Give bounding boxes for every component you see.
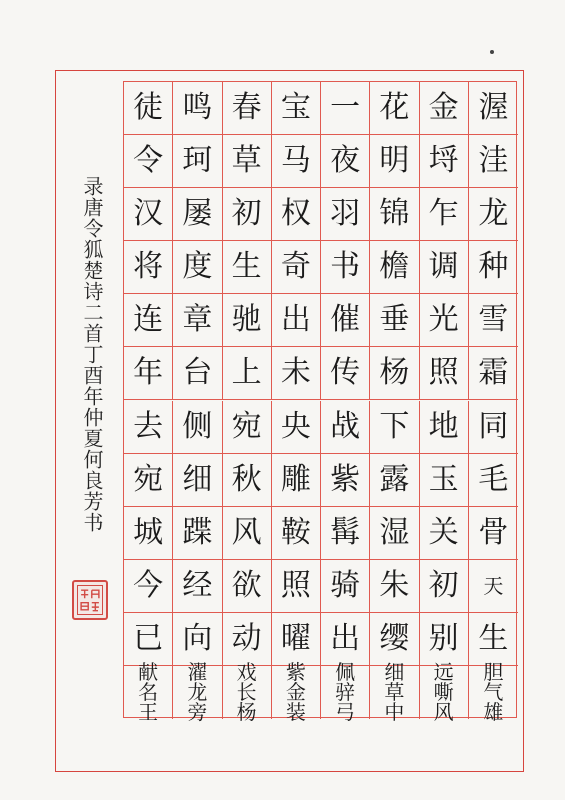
calligraphy-character: 王 xyxy=(138,700,159,725)
grid-cell xyxy=(370,454,419,507)
grid-cell xyxy=(272,560,321,613)
grid-cell xyxy=(124,507,173,560)
paper-speck xyxy=(490,50,494,54)
calligraphy-character: 露 xyxy=(379,461,410,497)
calligraphy-character: 紫 xyxy=(330,461,361,497)
calligraphy-character: 屡 xyxy=(182,196,213,232)
grid-cell xyxy=(223,401,272,454)
grid-cell xyxy=(420,560,469,613)
grid-cell xyxy=(321,188,370,241)
grid-cell xyxy=(469,188,518,241)
calligraphy-character: 献 xyxy=(138,660,159,685)
grid-cell xyxy=(370,188,419,241)
grid-cell xyxy=(469,135,518,188)
calligraphy-character: 戏 xyxy=(236,660,257,685)
grid-cell xyxy=(272,82,321,135)
calligraphy-character: 初 xyxy=(428,567,459,603)
calligraphy-character: 宛 xyxy=(231,408,262,444)
grid-cell xyxy=(469,294,518,347)
grid-cell xyxy=(272,135,321,188)
seal-glyph-strokes xyxy=(74,582,106,618)
grid-cell xyxy=(124,135,173,188)
grid-cell xyxy=(124,188,173,241)
calligraphy-character: 令 xyxy=(133,143,164,179)
calligraphy-character: 地 xyxy=(428,408,459,444)
calligraphy-character: 宛 xyxy=(133,461,164,497)
calligraphy-character: 章 xyxy=(182,302,213,338)
calligraphy-character: 湿 xyxy=(379,514,410,550)
calligraphy-character: 羽 xyxy=(330,196,361,232)
grid-cell xyxy=(272,241,321,294)
grid-cell xyxy=(321,82,370,135)
grid-cell xyxy=(321,401,370,454)
grid-cell xyxy=(124,454,173,507)
grid-cell xyxy=(370,507,419,560)
grid-cell xyxy=(124,560,173,613)
calligraphy-character: 秋 xyxy=(231,461,262,497)
calligraphy-character: 气 xyxy=(483,680,504,705)
calligraphy-character: 向 xyxy=(182,620,213,656)
calligraphy-character: 汉 xyxy=(133,196,164,232)
calligraphy-character: 紫 xyxy=(285,660,306,685)
grid-cell xyxy=(272,188,321,241)
grid-cell xyxy=(420,188,469,241)
calligraphy-character: 霜 xyxy=(478,355,509,391)
calligraphy-character: 欲 xyxy=(231,567,262,603)
calligraphy-character: 远 xyxy=(433,660,454,685)
calligraphy-character: 髯 xyxy=(330,514,361,550)
calligraphy-character: 杨 xyxy=(379,355,410,391)
calligraphy-character: 上 xyxy=(231,355,262,391)
grid-cell xyxy=(173,241,222,294)
calligraphy-character: 装 xyxy=(285,700,306,725)
calligraphy-character: 春 xyxy=(231,90,262,126)
grid-cell xyxy=(173,82,222,135)
calligraphy-character: 下 xyxy=(379,408,410,444)
calligraphy-character: 央 xyxy=(280,408,311,444)
grid-cell xyxy=(420,135,469,188)
calligraphy-character: 龙 xyxy=(478,196,509,232)
calligraphy-character: 缨 xyxy=(379,620,410,656)
grid-cell xyxy=(370,560,419,613)
grid-cell xyxy=(223,294,272,347)
calligraphy-character: 明 xyxy=(379,143,410,179)
grid-cell xyxy=(469,454,518,507)
grid-cell xyxy=(223,560,272,613)
calligraphy-character: 渥 xyxy=(478,90,509,126)
calligraphy-character: 骨 xyxy=(478,514,509,550)
grid-cell xyxy=(223,454,272,507)
grid-cell xyxy=(321,135,370,188)
grid-cell xyxy=(173,454,222,507)
calligraphy-character: 雕 xyxy=(280,461,311,497)
grid-cell xyxy=(420,82,469,135)
grid-cell xyxy=(469,660,518,725)
grid-column xyxy=(321,82,370,725)
grid-cell xyxy=(321,347,370,400)
calligraphy-character: 别 xyxy=(428,620,459,656)
grid-cell xyxy=(124,613,173,666)
grid-cell xyxy=(370,347,419,400)
grid-cell xyxy=(321,660,370,725)
calligraphy-character: 嘶 xyxy=(433,680,454,705)
calligraphy-character: 檐 xyxy=(379,249,410,285)
calligraphy-character: 乍 xyxy=(428,196,459,232)
calligraphy-character: 一 xyxy=(330,90,361,126)
grid-cell xyxy=(370,613,419,666)
grid-column xyxy=(173,82,222,725)
grid-cell xyxy=(321,241,370,294)
calligraphy-character: 台 xyxy=(182,355,213,391)
grid-cell xyxy=(223,507,272,560)
calligraphy-character: 同 xyxy=(478,408,509,444)
grid-cell xyxy=(272,294,321,347)
calligraphy-character: 胆 xyxy=(483,660,504,685)
calligraphy-character: 细 xyxy=(384,660,405,685)
grid-cell xyxy=(272,401,321,454)
grid-cell xyxy=(124,401,173,454)
calligraphy-character: 驰 xyxy=(231,302,262,338)
grid-cell xyxy=(173,347,222,400)
calligraphy-character: 花 xyxy=(379,90,410,126)
grid-cell xyxy=(370,82,419,135)
calligraphy-character: 战 xyxy=(330,408,361,444)
grid-cell xyxy=(370,135,419,188)
calligraphy-character: 朱 xyxy=(379,567,410,603)
calligraphy-character: 锦 xyxy=(379,196,410,232)
grid-cell xyxy=(124,82,173,135)
grid-cell xyxy=(173,507,222,560)
calligraphy-character: 金 xyxy=(428,90,459,126)
calligraphy-character: 中 xyxy=(384,700,405,725)
calligraphy-character: 金 xyxy=(285,680,306,705)
grid-cell xyxy=(469,613,518,666)
grid-cell xyxy=(469,560,518,613)
calligraphy-character: 去 xyxy=(133,408,164,444)
calligraphy-character: 已 xyxy=(133,620,164,656)
grid-cell xyxy=(173,613,222,666)
calligraphy-character: 今 xyxy=(133,567,164,603)
calligraphy-character: 调 xyxy=(428,249,459,285)
calligraphy-character: 关 xyxy=(428,514,459,550)
calligraphy-character: 杨 xyxy=(236,700,257,725)
grid-cell xyxy=(321,507,370,560)
grid-cell xyxy=(370,660,419,725)
grid-cell xyxy=(124,241,173,294)
calligraphy-character: 鞍 xyxy=(280,514,311,550)
grid-cell xyxy=(272,454,321,507)
seal-stamp-icon xyxy=(72,580,108,620)
calligraphy-character: 草 xyxy=(384,680,405,705)
calligraphy-character: 风 xyxy=(231,514,262,550)
calligraphy-character: 名 xyxy=(138,680,159,705)
calligraphy-character: 动 xyxy=(231,620,262,656)
grid-cell xyxy=(124,660,173,725)
calligraphy-character: 权 xyxy=(280,196,311,232)
inscription: 录唐令狐楚诗二首丁酉年仲夏何良芳书 xyxy=(80,176,104,533)
calligraphy-character: 初 xyxy=(231,196,262,232)
grid-cell xyxy=(124,294,173,347)
grid-cell xyxy=(420,507,469,560)
grid-cell xyxy=(420,660,469,725)
calligraphy-character: 草 xyxy=(231,143,262,179)
calligraphy-character: 骍 xyxy=(335,680,356,705)
calligraphy-character: 照 xyxy=(428,355,459,391)
calligraphy-character: 风 xyxy=(433,700,454,725)
calligraphy-character: 奇 xyxy=(280,249,311,285)
calligraphy-character: 雄 xyxy=(483,700,504,725)
grid-cell xyxy=(420,613,469,666)
calligraphy-character: 徒 xyxy=(133,90,164,126)
grid-column xyxy=(272,82,321,725)
calligraphy-character: 种 xyxy=(478,249,509,285)
grid-cell xyxy=(272,660,321,725)
grid-cell xyxy=(370,241,419,294)
grid-cell xyxy=(370,401,419,454)
grid-cell xyxy=(469,241,518,294)
grid-cell xyxy=(223,188,272,241)
calligraphy-character: 生 xyxy=(231,249,262,285)
grid-cell xyxy=(173,188,222,241)
calligraphy-character: 城 xyxy=(133,514,164,550)
calligraphy-character: 光 xyxy=(428,302,459,338)
grid-cell xyxy=(272,347,321,400)
calligraphy-character: 书 xyxy=(330,249,361,285)
calligraphy-character: 马 xyxy=(280,143,311,179)
calligraphy-character: 雪 xyxy=(478,302,509,338)
calligraphy-character: 蹀 xyxy=(182,514,213,550)
calligraphy-character: 宝 xyxy=(280,90,311,126)
grid-cell xyxy=(420,294,469,347)
calligraphy-character: 催 xyxy=(330,302,361,338)
calligraphy-character: 玉 xyxy=(428,461,459,497)
grid-cell xyxy=(272,507,321,560)
grid-cell xyxy=(469,507,518,560)
calligraphy-character: 骑 xyxy=(330,567,361,603)
calligraphy-character: 濯 xyxy=(187,660,208,685)
calligraphy-character: 夜 xyxy=(330,143,361,179)
calligraphy-character: 垂 xyxy=(379,302,410,338)
calligraphy-character: 长 xyxy=(236,680,257,705)
grid-cell xyxy=(223,241,272,294)
calligraphy-character: 龙 xyxy=(187,680,208,705)
grid-column xyxy=(370,82,419,725)
calligraphy-character: 弓 xyxy=(335,700,356,725)
calligraphy-character: 洼 xyxy=(478,143,509,179)
grid-cell xyxy=(124,347,173,400)
grid-cell xyxy=(223,347,272,400)
character-grid xyxy=(123,81,517,725)
grid-cell xyxy=(321,613,370,666)
grid-column xyxy=(223,82,272,725)
grid-cell xyxy=(223,660,272,725)
grid-cell xyxy=(469,347,518,400)
grid-column xyxy=(469,82,518,725)
calligraphy-character: 照 xyxy=(280,567,311,603)
calligraphy-character: 经 xyxy=(182,567,213,603)
grid-cell xyxy=(420,401,469,454)
calligraphy-character: 连 xyxy=(133,302,164,338)
calligraphy-character: 传 xyxy=(330,355,361,391)
grid-column xyxy=(124,82,173,725)
grid-cell xyxy=(370,294,419,347)
grid-cell xyxy=(420,454,469,507)
grid-cell xyxy=(469,82,518,135)
grid-cell xyxy=(223,613,272,666)
calligraphy-character: 出 xyxy=(280,302,311,338)
calligraphy-character: 出 xyxy=(330,620,361,656)
grid-cell xyxy=(420,347,469,400)
grid-cell xyxy=(321,294,370,347)
calligraphy-character: 旁 xyxy=(187,700,208,725)
grid-cell xyxy=(272,613,321,666)
calligraphy-character: 细 xyxy=(182,461,213,497)
calligraphy-character: 埒 xyxy=(428,143,459,179)
grid-cell xyxy=(173,135,222,188)
grid-cell xyxy=(321,560,370,613)
calligraphy-character: 天 xyxy=(483,573,504,598)
calligraphy-character: 曜 xyxy=(280,620,311,656)
calligraphy-character: 年 xyxy=(133,355,164,391)
grid-cell xyxy=(223,82,272,135)
calligraphy-character: 佩 xyxy=(335,660,356,685)
calligraphy-character: 鸣 xyxy=(182,90,213,126)
calligraphy-character: 未 xyxy=(280,355,311,391)
calligraphy-character: 度 xyxy=(182,249,213,285)
grid-column xyxy=(420,82,469,725)
calligraphy-character: 生 xyxy=(478,620,509,656)
calligraphy-character: 将 xyxy=(133,249,164,285)
calligraphy-character: 侧 xyxy=(182,408,213,444)
grid-cell xyxy=(469,401,518,454)
grid-cell xyxy=(173,401,222,454)
grid-cell xyxy=(173,560,222,613)
grid-cell xyxy=(420,241,469,294)
calligraphy-character: 毛 xyxy=(478,461,509,497)
grid-cell xyxy=(173,294,222,347)
grid-cell xyxy=(223,135,272,188)
grid-cell xyxy=(321,454,370,507)
calligraphy-character: 珂 xyxy=(182,143,213,179)
grid-cell xyxy=(173,660,222,725)
